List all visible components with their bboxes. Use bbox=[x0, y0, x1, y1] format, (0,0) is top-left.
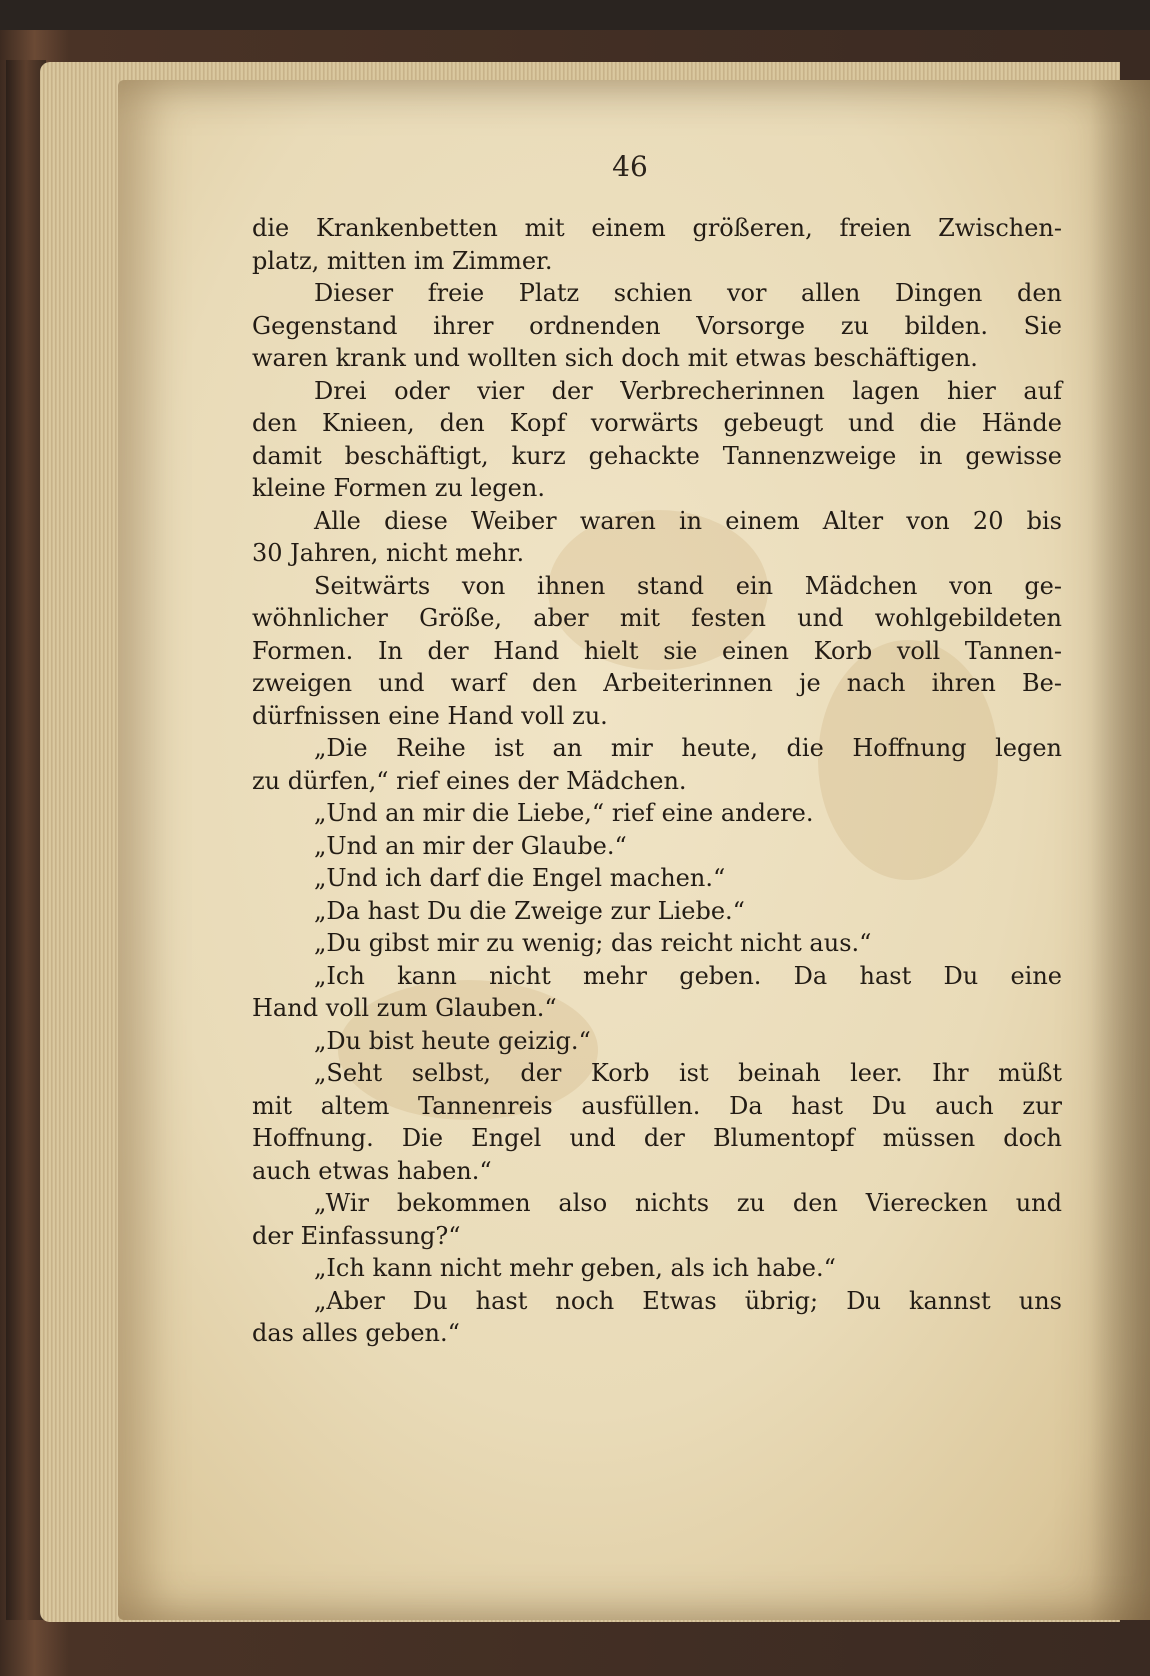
text-line: platz, mitten im Zimmer. bbox=[252, 246, 553, 275]
text-line: wöhnlicher Größe, aber mit festen und wohlgebildeten bbox=[252, 604, 1062, 632]
text-line: „Ich kann nicht mehr geben. Da hast Du eine bbox=[314, 961, 1062, 990]
page-gutter-shadow bbox=[1090, 80, 1150, 1620]
text-line: damit beschäftigt, kurz gehackte Tannenzweige in gewisse bbox=[252, 441, 1062, 470]
text-line: „Wir bekommen also nichts zu den Vierecken und bbox=[314, 1189, 1062, 1217]
text-line: Gegenstand ihrer ordnenden Vorsorge zu bilden. Sie bbox=[252, 311, 1062, 340]
text-line: dürfnissen eine Hand voll zu. bbox=[252, 701, 608, 730]
text-line: „Du bist heute geizig.“ bbox=[314, 1026, 591, 1055]
page-number: 46 bbox=[612, 150, 648, 183]
page-text-block bbox=[252, 212, 1062, 1350]
text-line: Drei oder vier der Verbrecherinnen lagen hier auf bbox=[314, 376, 1062, 405]
text-line: der Einfassung?“ bbox=[252, 1221, 461, 1250]
text-line: 30 Jahren, nicht mehr. bbox=[252, 539, 525, 567]
text-line: „Und an mir der Glaube.“ bbox=[314, 831, 627, 860]
text-line: Seitwärts von ihnen stand ein Mädchen von ge- bbox=[314, 571, 1062, 600]
text-line: „Da hast Du die Zweige zur Liebe.“ bbox=[314, 896, 745, 925]
text-line: „Seht selbst, der Korb ist beinah leer. Ihr müßt bbox=[314, 1059, 1062, 1087]
text-line: die Krankenbetten mit einem größeren, freien Zwischen- bbox=[252, 214, 1062, 242]
text-line: auch etwas haben.“ bbox=[252, 1156, 492, 1185]
text-line: „Ich kann nicht mehr geben, als ich habe.“ bbox=[314, 1254, 836, 1282]
text-line: Formen. In der Hand hielt sie einen Korb voll Tannen- bbox=[252, 636, 1062, 665]
text-line: mit altem Tannenreis ausfüllen. Da hast Du auch zur bbox=[252, 1091, 1062, 1120]
text-line: „Du gibst mir zu wenig; das reicht nicht aus.“ bbox=[314, 929, 872, 957]
text-line: „Und ich darf die Engel machen.“ bbox=[314, 864, 726, 892]
text-line: waren krank und wollten sich doch mit etwas beschäftigen. bbox=[252, 344, 978, 372]
text-line: kleine Formen zu legen. bbox=[252, 474, 545, 502]
text-line: Hoffnung. Die Engel und der Blumentopf müssen doch bbox=[252, 1124, 1062, 1152]
text-line: zu dürfen,“ rief eines der Mädchen. bbox=[252, 766, 687, 795]
text-line: „Aber Du hast noch Etwas übrig; Du kannst uns bbox=[314, 1286, 1062, 1315]
text-line: zweigen und warf den Arbeiterinnen je nach ihren Be- bbox=[252, 669, 1062, 697]
text-line: Hand voll zum Glauben.“ bbox=[252, 994, 557, 1022]
text-line: Alle diese Weiber waren in einem Alter von 20 bis bbox=[314, 506, 1062, 535]
text-line: den Knieen, den Kopf vorwärts gebeugt und die Hände bbox=[252, 409, 1062, 437]
text-line: „Die Reihe ist an mir heute, die Hoffnung legen bbox=[314, 734, 1062, 762]
text-line: das alles geben.“ bbox=[252, 1319, 460, 1347]
text-line: „Und an mir die Liebe,“ rief eine andere. bbox=[314, 799, 814, 827]
text-line: Dieser freie Platz schien vor allen Dingen den bbox=[314, 279, 1062, 307]
